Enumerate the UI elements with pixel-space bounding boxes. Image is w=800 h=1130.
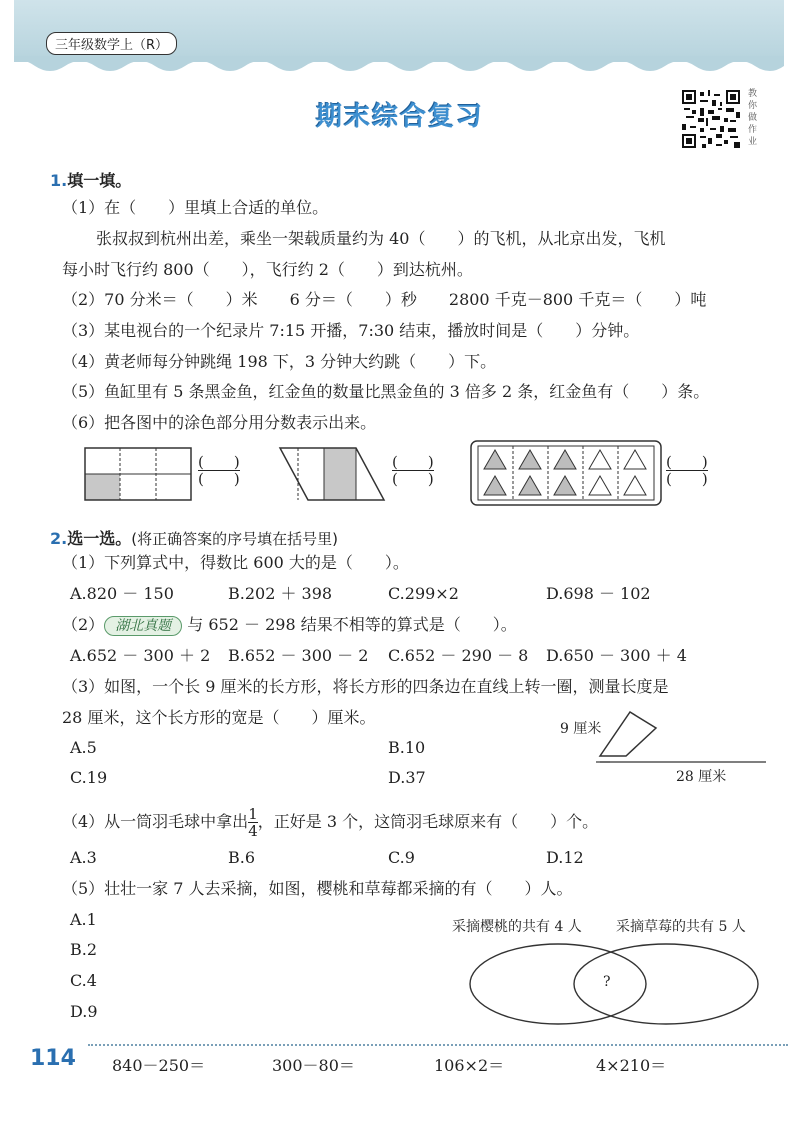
s2-q1-option-d[interactable]: D.698 － 102 (546, 584, 651, 603)
footer-exercise-2: 300－80＝ (272, 1056, 355, 1075)
s2-q2-option-d[interactable]: D.650 － 300 ＋ 4 (546, 646, 687, 665)
venn-label-cherry: 采摘樱桃的共有 4 人 (452, 919, 582, 935)
section-2-heading (50, 526, 338, 549)
s2-q3-option-d[interactable]: D.37 (388, 768, 426, 787)
s1-q1-line1: 张叔叔到杭州出差，乘坐一架载质量约为 40（ ）的飞机，从北京出发，飞机 (96, 229, 666, 248)
footer-divider (88, 1044, 788, 1046)
s1-q5: （5）鱼缸里有 5 条黑金鱼，红金鱼的数量比黑金鱼的 3 倍多 2 条，红金鱼有（ ）条。 (62, 382, 710, 401)
footer-exercise-1: 840－250＝ (112, 1056, 206, 1075)
section-1-number: 1. (50, 171, 68, 190)
footer-exercise-4: 4×210＝ (596, 1056, 667, 1075)
s2-q3-option-a[interactable]: A.5 (70, 738, 97, 757)
s1-q1: （1）在（ ）里填上合适的单位。 (62, 198, 329, 217)
s2-q4-option-c[interactable]: C.9 (388, 848, 415, 867)
answer-fraction-1-bottom: ( ) (198, 470, 240, 488)
figure-rect-shaded (84, 446, 194, 502)
s2-q1-option-c[interactable]: C.299×2 (388, 584, 459, 603)
section-2-hint: (将正确答案的序号填在括号里) (131, 530, 338, 548)
answer-fraction-2-top: ( ) (392, 453, 434, 471)
grade-label: 三年级数学上（R） (46, 32, 177, 55)
s2-q2-prefix: （2） (62, 615, 105, 634)
s2-q2-option-b[interactable]: B.652 － 300 － 2 (228, 646, 369, 665)
s1-q4: （4）黄老师每分钟跳绳 198 下，3 分钟大约跳（ ）下。 (62, 352, 497, 371)
s2-q4-line (62, 806, 598, 839)
answer-fraction-3-bottom: ( ) (666, 470, 708, 488)
answer-fraction-3-top: ( ) (666, 453, 708, 471)
fraction-numerator: 1 (248, 805, 258, 823)
s2-q4-option-d[interactable]: D.12 (546, 848, 584, 867)
s2-q2-line (62, 615, 517, 636)
s1-q6: （6）把各图中的涂色部分用分数表示出来。 (62, 413, 377, 432)
s2-q3-option-b[interactable]: B.10 (388, 738, 426, 757)
qr-caption: 教你做作业 (748, 89, 758, 147)
header-wave-decoration (0, 56, 800, 78)
s2-q1: （1）下列算式中，得数比 600 大的是（ ）。 (62, 553, 409, 572)
section-1-heading (50, 168, 131, 191)
s2-q4-pre: （4）从一筒羽毛球中拿出 (62, 812, 249, 831)
venn-label-strawberry: 采摘草莓的共有 5 人 (616, 919, 746, 935)
s2-q5-option-d[interactable]: D.9 (70, 1002, 98, 1021)
s1-q3: （3）某电视台的一个纪录片 7:15 开播，7:30 结束，播放时间是（ ）分钟。 (62, 321, 640, 340)
figure-parallelogram-shaded (278, 446, 388, 502)
footer-exercise-3: 106×2＝ (434, 1056, 505, 1075)
figure-triangles-shaded (470, 440, 662, 506)
answer-fraction-1[interactable] (198, 454, 240, 487)
s2-q4-post: ，正好是 3 个，这筒羽毛球原来有（ ）个。 (257, 812, 599, 831)
figure-label-9cm: 9 厘米 (560, 721, 602, 737)
s2-q4-option-a[interactable]: A.3 (70, 848, 97, 867)
answer-fraction-1-top: ( ) (198, 453, 240, 471)
s1-q2: （2）70 分米＝（ ）米 6 分＝（ ）秒 2800 千克－800 千克＝（ ）吨 (62, 290, 707, 309)
section-2-number: 2. (50, 529, 68, 548)
s2-q5: （5）壮壮一家 7 人去采摘，如图，樱桃和草莓都采摘的有（ ）人。 (62, 879, 573, 898)
section-1-title: 填一填。 (67, 171, 132, 190)
answer-fraction-3[interactable] (666, 454, 708, 487)
qr-code-icon[interactable] (682, 90, 740, 148)
fraction-denominator: 4 (248, 822, 258, 840)
page-title: 期末综合复习 (315, 102, 484, 132)
s2-q3-option-c[interactable]: C.19 (70, 768, 108, 787)
answer-fraction-2-bottom: ( ) (392, 470, 434, 488)
s2-q5-option-a[interactable]: A.1 (70, 910, 97, 929)
s1-q1-line2: 每小时飞行约 800（ ），飞行约 2（ ）到达杭州。 (62, 260, 473, 279)
section-2-title: 选一选。 (67, 529, 132, 548)
venn-diagram (466, 940, 766, 1030)
figure-rectangle-rolling (590, 706, 770, 766)
answer-fraction-2[interactable] (392, 454, 434, 487)
region-exam-badge: 湖北真题 (104, 616, 182, 636)
fraction-one-quarter (248, 806, 258, 839)
s2-q4-option-b[interactable]: B.6 (228, 848, 256, 867)
figure-label-28cm: 28 厘米 (676, 769, 727, 785)
s2-q2-option-c[interactable]: C.652 － 290 － 8 (388, 646, 529, 665)
page-number: 114 (30, 1046, 76, 1071)
s2-q3-line2: 28 厘米，这个长方形的宽是（ ）厘米。 (62, 708, 376, 727)
venn-overlap-mark: ? (603, 974, 611, 990)
s2-q1-option-a[interactable]: A.820 － 150 (70, 584, 174, 603)
s2-q5-option-b[interactable]: B.2 (70, 940, 98, 959)
s2-q2-option-a[interactable]: A.652 － 300 ＋ 2 (70, 646, 211, 665)
s2-q2: 与 652 － 298 结果不相等的算式是（ ）。 (187, 615, 517, 634)
s2-q1-option-b[interactable]: B.202 ＋ 398 (228, 584, 333, 603)
s2-q3-line1: （3）如图，一个长 9 厘米的长方形，将长方形的四条边在直线上转一圈，测量长度是 (62, 677, 669, 696)
s2-q5-option-c[interactable]: C.4 (70, 971, 97, 990)
